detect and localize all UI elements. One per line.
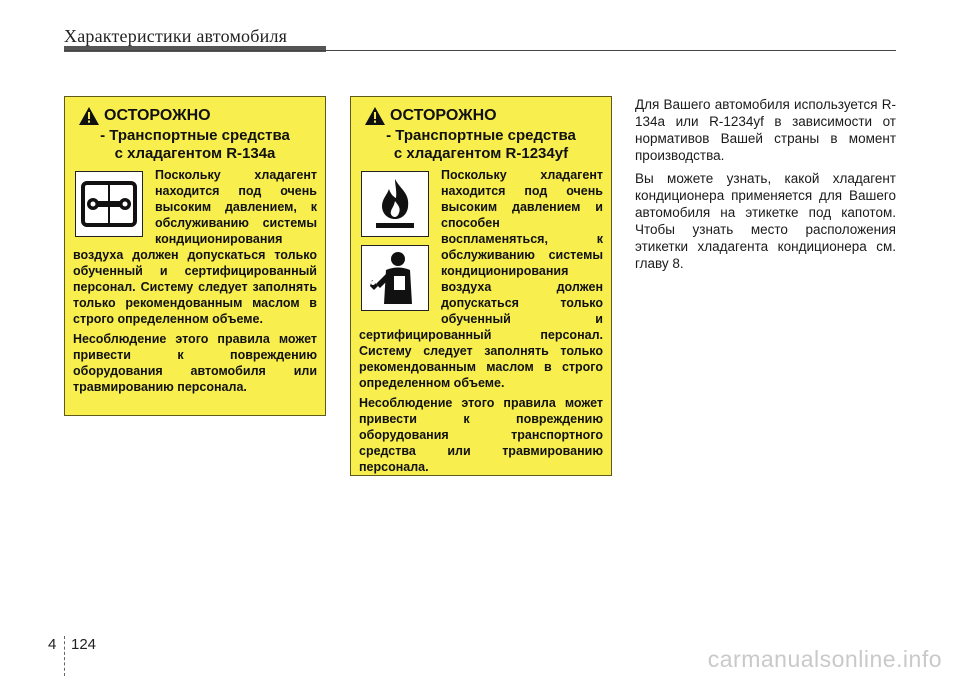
warning-paragraph-1: Поскольку хладагент находится под очень высоким давлением, к обслуживанию системы кондиционирования воздуха должен допускаться только обученный и сертифицированный персонал. Систему следует заполнять только рекомендованным маслом в строго определенном объеме. bbox=[73, 168, 317, 326]
warning-triangle-icon bbox=[365, 107, 385, 125]
header-accent-bar bbox=[64, 46, 326, 52]
warning-paragraph-2: Несоблюдение этого правила может привести к повреждению оборудования транспортного средства или травмированию персонала. bbox=[359, 396, 603, 474]
warning-paragraph-1: Поскольку хладагент находится под очень высоким давлением и способен воспламеняться, к обслуживанию системы кондиционирования воздуха должен допускаться только обученный и сертифицированный персонал. Систему следует заполнять только рекомендованным маслом в строго определенном объеме. bbox=[359, 168, 603, 390]
footer-separator bbox=[64, 636, 65, 676]
chapter-number: 4 bbox=[48, 636, 57, 653]
warning-title: ОСТОРОЖНО bbox=[104, 107, 211, 124]
warning-header bbox=[351, 97, 611, 125]
warning-header bbox=[65, 97, 325, 125]
flammable-icon bbox=[361, 171, 429, 237]
warning-triangle-icon bbox=[79, 107, 99, 125]
warning-title: ОСТОРОЖНО bbox=[390, 107, 497, 124]
warning-subtitle-line2: с хладагентом R-134a bbox=[114, 145, 276, 162]
warning-body bbox=[351, 163, 611, 475]
body-paragraph-1: Для Вашего автомобиля используется R-134a или R-1234yf в зависимости от нормативов Вашей страны в момент производства. bbox=[635, 97, 896, 163]
header-rule bbox=[64, 50, 896, 51]
technician-icon bbox=[361, 245, 429, 311]
body-paragraph-2: Вы можете узнать, какой хладагент кондиционера применяется для Вашего автомобиля на этикетке под капотом. Чтобы узнать место расположения этикетки хладагента кондиционера см. главу 8. bbox=[635, 171, 896, 271]
warning-subtitle bbox=[351, 125, 611, 163]
page-number: 124 bbox=[71, 636, 97, 653]
warning-subtitle bbox=[65, 125, 325, 163]
watermark-text: carmanualsonline.info bbox=[707, 646, 942, 672]
page-header-title: Характеристики автомобиля bbox=[64, 26, 288, 46]
warning-box-r134a bbox=[64, 96, 326, 416]
warning-paragraph-2: Несоблюдение этого правила может привести к повреждению оборудования автомобиля или травмированию персонала. bbox=[73, 332, 317, 394]
warning-subtitle-line1: - Транспортные средства bbox=[100, 127, 290, 144]
service-manual-icon bbox=[75, 171, 143, 237]
warning-subtitle-line1: - Транспортные средства bbox=[386, 127, 576, 144]
body-text-column bbox=[635, 96, 896, 278]
warning-box-r1234yf bbox=[350, 96, 612, 476]
warning-subtitle-line2: с хладагентом R-1234yf bbox=[393, 145, 569, 162]
warning-body bbox=[65, 163, 325, 395]
